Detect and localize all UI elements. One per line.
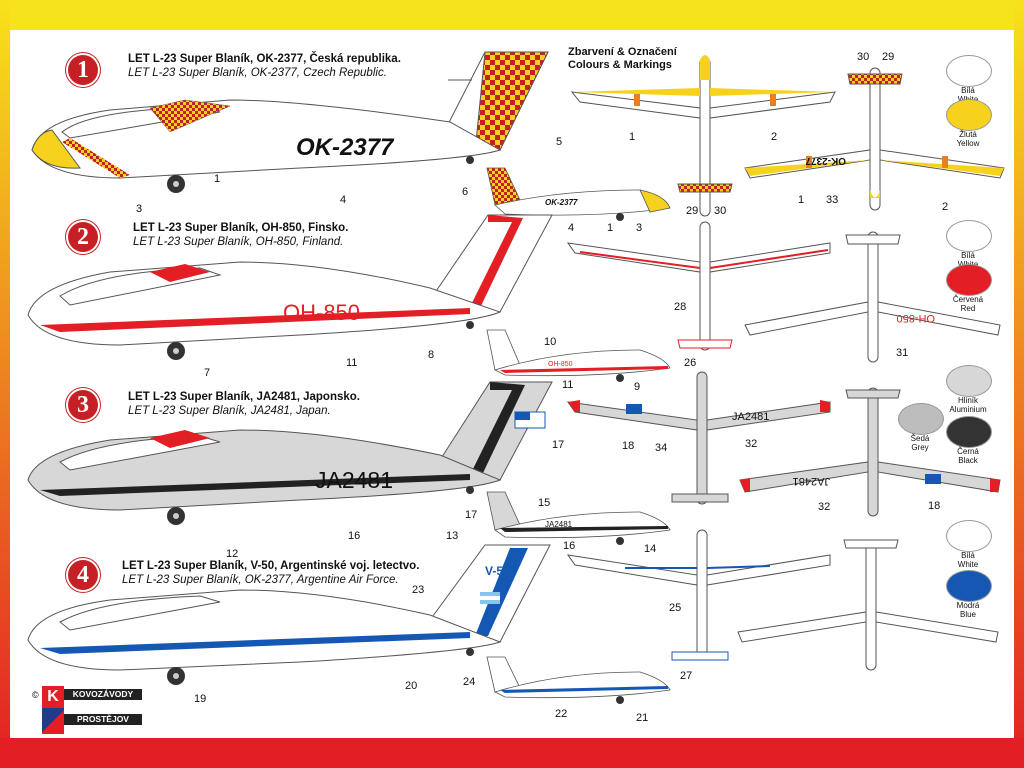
callout-18b: 18: [928, 500, 941, 512]
callout-8: 8: [428, 349, 435, 361]
registration-oh-850: OH-850: [283, 300, 361, 325]
callout-4b: 4: [568, 222, 575, 234]
callout-17: 17: [552, 439, 565, 451]
registration-ja2481: JA2481: [315, 467, 394, 493]
scheme-3-subtitle: LET L-23 Super Blaník, JA2481, Japan.: [128, 405, 331, 417]
callout-22: 22: [555, 708, 568, 720]
callout-29: 29: [686, 205, 699, 217]
callout-24: 24: [463, 676, 476, 688]
scheme-4-subtitle: LET L-23 Super Blaník, OK-2377, Argentine Air Force.: [122, 574, 399, 586]
swatch-red-label: Červená Red: [952, 295, 984, 313]
callout-21: 21: [636, 712, 649, 724]
underside-registration-oh-850: OH-850: [896, 312, 935, 324]
scheme-badge-3: 3: [68, 390, 98, 420]
callout-14: 14: [644, 543, 657, 555]
swatch-white-4-label: Bílá White: [957, 551, 979, 569]
swatch-white-2: [946, 220, 992, 252]
swatch-blue: [946, 570, 992, 602]
swatch-black: [946, 416, 992, 448]
registration-ok-2377: OK-2377: [296, 134, 394, 161]
callout-9: 9: [634, 381, 641, 393]
callout-29b: 29: [882, 51, 895, 63]
scheme-badge-1: 1: [68, 55, 98, 85]
callout-2: 2: [771, 131, 778, 143]
swatch-black-label: Černá Black: [957, 447, 979, 465]
scheme-4-top-view: [568, 530, 830, 660]
callout-27: 27: [680, 670, 693, 682]
swatch-blue-label: Modrá Blue: [956, 601, 980, 619]
callout-25: 25: [669, 602, 682, 614]
callout-11: 11: [346, 357, 358, 369]
callout-6: 6: [462, 186, 469, 198]
small-registration-oh-850: OH-850: [548, 361, 573, 368]
swatch-grey-label: Šedá Grey: [910, 434, 930, 452]
callout-16: 16: [348, 530, 361, 542]
swatch-aluminium: [946, 365, 992, 397]
callout-17b: 17: [465, 509, 478, 521]
swatch-grey: [898, 403, 944, 435]
callout-1d: 1: [798, 194, 805, 206]
callout-3: 3: [136, 203, 143, 215]
callout-7: 7: [204, 367, 211, 379]
kovozavody-logo: [32, 686, 142, 734]
callout-4: 4: [340, 194, 347, 206]
callout-16b: 16: [563, 540, 576, 552]
callout-1c: 1: [629, 131, 636, 143]
registration-v-50: V-50: [485, 564, 510, 578]
callout-2b: 2: [942, 201, 949, 213]
scheme-2-top-view: [568, 222, 830, 350]
scheme-badge-2: 2: [68, 222, 98, 252]
callout-10: 10: [544, 336, 557, 348]
underside-registration-ja2481: JA2481: [792, 475, 830, 487]
scheme-2-subtitle: LET L-23 Super Blaník, OH-850, Finland.: [133, 236, 344, 248]
scheme-1-subtitle: LET L-23 Super Blaník, OK-2377, Czech Republic.: [128, 67, 387, 79]
swatch-yellow: [946, 99, 992, 131]
scheme-3-title: LET L-23 Super Blaník, JA2481, Japonsko.: [128, 391, 360, 403]
small-registration-ja2481: JA2481: [545, 520, 573, 529]
callout-30: 30: [714, 205, 727, 217]
colours-title-en: Colours & Markings: [568, 59, 672, 71]
copyright-mark: ©: [32, 690, 39, 700]
callout-32: 32: [745, 438, 758, 450]
callout-13: 13: [446, 530, 459, 542]
swatch-white-1: [946, 55, 992, 87]
logo-line-2: PROSTĚJOV: [64, 714, 142, 725]
logo-line-1: KOVOZÁVODY: [64, 689, 142, 700]
scheme-4-small-profile: [487, 657, 670, 704]
swatch-red: [946, 264, 992, 296]
callout-12: 12: [226, 548, 239, 560]
scheme-4-title: LET L-23 Super Blaník, V-50, Argentinské voj. letectvo.: [122, 560, 420, 572]
swatch-white-1-label: Bílá: [961, 86, 975, 95]
scheme-1-small-profile: [487, 168, 670, 221]
scheme-1-title: LET L-23 Super Blaník, OK-2377, Česká republika.: [128, 53, 401, 65]
small-registration-ok-2377: OK-2377: [545, 198, 578, 207]
top-registration-ja2481: JA2481: [732, 411, 770, 423]
callout-15: 15: [538, 497, 551, 509]
callout-31: 31: [896, 347, 909, 359]
callout-28: 28: [674, 301, 687, 313]
callout-1: 1: [214, 173, 221, 185]
scheme-badge-4: 4: [68, 560, 98, 590]
callout-18: 18: [622, 440, 635, 452]
underside-registration-ok-2377: OK-2377: [805, 155, 846, 166]
logo-k-mark: K: [42, 686, 64, 708]
swatch-white-4: [946, 520, 992, 552]
swatch-yellow-label: Žlutá Yellow: [956, 130, 980, 148]
callout-34: 34: [655, 442, 668, 454]
callout-11b: 11: [562, 379, 574, 391]
logo-figure: [42, 708, 64, 734]
scheme-3-side-profile: [28, 382, 552, 525]
callout-3b: 3: [636, 222, 643, 234]
callout-33: 33: [826, 194, 839, 206]
callout-20: 20: [405, 680, 418, 692]
scheme-3-small-profile: [487, 492, 670, 545]
callout-26: 26: [684, 357, 697, 369]
swatch-aluminium-label: Hliník Aluminium: [949, 396, 987, 414]
callout-23: 23: [412, 584, 425, 596]
swatch-white-2-label: Bílá: [961, 251, 975, 260]
colours-title-cz: Zbarvení & Označení: [568, 46, 677, 58]
callout-30b: 30: [857, 51, 870, 63]
scheme-2-title: LET L-23 Super Blaník, OH-850, Finsko.: [133, 222, 349, 234]
callout-19: 19: [194, 693, 207, 705]
callout-5: 5: [556, 136, 563, 148]
callout-32b: 32: [818, 501, 831, 513]
scheme-2-small-profile: [487, 330, 670, 382]
callout-1b: 1: [607, 222, 614, 234]
